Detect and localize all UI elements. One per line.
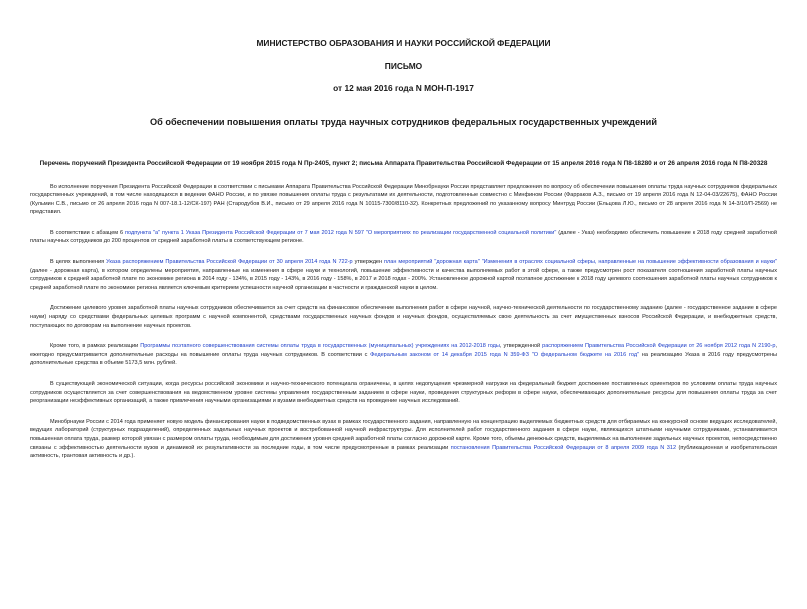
paragraph-5-text-d: на реализацию Указа в 2016 году предусмотрены дополнительные средства в объеме 5173,5 млн. рублей. bbox=[30, 351, 777, 367]
paragraph-2 bbox=[30, 229, 777, 246]
paragraph-5 bbox=[30, 342, 777, 368]
paragraph-7 bbox=[30, 418, 777, 461]
document-date-number: от 12 мая 2016 года N МОН-П-1917 bbox=[333, 83, 474, 93]
link-federal-law-359[interactable]: Федеральным законом от 14 декабря 2015 года N 359-ФЗ "О федеральном бюджете на 2016 год" bbox=[370, 351, 640, 358]
paragraph-1: Во исполнение поручения Президента Российской Федерации в соответствии с письмами Аппарата Правительства Российской Федерации Минобрнауки России представляет предложения по вопросу об обеспечении повышения оплаты труда научных сотрудников федеральных государственных учреждений, в том числе находящихся в ведении ФАНО России, и по увязке повышения оплаты труда с результатами их деятельности, подготовленные совместно с Минфином России (Фарраков А.З., письмо от 19 апреля 2016 года N 12-04-03/22675), ФАНО России (Кульмин С.В., письмо от 26 апреля 2016 года N 007-18.1-12/СК-197) РАН (Стародубов В.И., письмо от 29 апреля 2016 года N 10115-7300/8110-32). Конкретных предложений по указанному вопросу Минтруд России (Ельцова Л.Ю., письмо от 28 апреля 2016 года N 14-3/10/П-2569) не представил. bbox=[30, 183, 777, 216]
paragraph-4: Достижение целевого уровня заработной платы научных сотрудников обеспечивается за счет средств на финансовое обеспечение выполнения работ в сфере научной, научно-технической деятельности по государственному заданию (далее - государственное задание в сфере науки) наряду со средствами федеральных целевых программ с научной компонентой, средствами государственных научных фондов и научных фондов, осуществляемых свою деятельность за счет имущественных взносов Российской Федерации, и внебюджетных средств, поступающих по договорам на выполнение научных проектов. bbox=[30, 305, 777, 329]
link-resolution-312[interactable]: постановления Правительства Российской Федерации от 8 апреля 2009 года N 312 bbox=[450, 444, 677, 451]
link-order-2190-r[interactable]: распоряжением Правительства Российской Федерации от 26 ноября 2012 года N 2190-р bbox=[542, 343, 776, 350]
document-reference: Перечень поручений Президента Российской Федерации от 19 ноября 2015 года N Пр-2405, пункт 2; письма Аппарата Правительства Российской Федерации от 15 апреля 2016 года N П8-18280 и от 26 апреля 2016 года N П8-20328 bbox=[39, 160, 768, 167]
link-order-722-r[interactable]: Указа распоряжением Правительства Российской Федерации от 30 апреля 2014 года N 722-р bbox=[106, 259, 353, 266]
document-title: Об обеспечении повышения оплаты труда научных сотрудников федеральных государственных учреждений bbox=[150, 117, 657, 127]
paragraph-2-text-b: (далее - Указ) необходимо обеспечить повышение к 2018 году средней заработной платы научных сотрудников до 200 процентов от средней заработной платы в соответствующем регионе. bbox=[30, 229, 777, 245]
paragraph-7-text-a: Минобрнауки России с 2014 года применяет новую модель финансирования науки в подведомственных вузах в рамках государственного задания, направленную на концентрацию выделяемых бюджетных средств для отбираемых на конкурсной основе ведущих исследователей, ведущих лабораторий (структурных подразделений), определенных задельных научных проектов и востребованной научной инфраструктуры. Для исполнителей работ государственного задания в сфере науки, являющихся штатными научными сотрудниками, устанавливается повышенная оплата труда, размер которой увязан с размером оплаты труда, необходимым для достижения уровня средней заработной платы согласно дорожной карте. Кроме того, объемы денежных средств, выделяемых на выполнение задельных научных проектов, непосредственно связаны с эффективностью деятельности вузов и динамикой их результативности за последние годы, в том числе предусмотренные в рамках реализации bbox=[30, 418, 777, 451]
paragraph-3-text-c: (далее - дорожная карта), в котором определены мероприятия, направленные на изменения в сфере науки и технологий, повышение эффективности и качества выполняемых работ в этой сфере, а также предусмотрен рост показателя соотношения заработной платы научных сотрудников к средней заработной плате по экономике региона в 2014 году - 134%, в 2015 году - 143%, в 2016 году - 158%, в 2017 и 2018 годах - 200%. Установленное дорожной картой поэтапное достижение к 2018 году целевого соотношения заработной платы научных сотрудников к средней заработной плате по экономике региона является ключевым критерием успешности научной организации в частности и гражданской науки в целом. bbox=[30, 267, 777, 291]
document-type: ПИСЬМО bbox=[384, 61, 423, 71]
ministry-heading: МИНИСТЕРСТВО ОБРАЗОВАНИЯ И НАУКИ РОССИЙСКОЙ ФЕДЕРАЦИИ bbox=[256, 38, 551, 48]
paragraph-3-text-a: В целях выполнения bbox=[50, 259, 107, 266]
document-page bbox=[0, 38, 807, 609]
paragraph-3-text-b: утвержден bbox=[352, 259, 385, 266]
paragraph-5-text-b: , утвержденной bbox=[499, 343, 543, 350]
paragraph-2-text-a: В соответствии с абзацем 6 bbox=[50, 229, 126, 236]
link-roadmap-plan[interactable]: план мероприятий "дорожная карта" "Изменения в отраслях социальной сферы, направленные на повышение эффективности образования и науки" bbox=[384, 259, 777, 266]
link-decree-597[interactable]: подпункта "а" пункта 1 Указа Президента Российской Федерации от 7 мая 2012 года N 597 "О мероприятиях по реализации государственной социальной политики" bbox=[125, 229, 557, 236]
paragraph-5-text-a: Кроме того, в рамках реализации bbox=[50, 343, 141, 350]
paragraph-5-text-c: , ежегодно предусматривается дополнительные расходы на повышение оплаты труда научных сотрудников. В соответствии с bbox=[30, 343, 777, 358]
paragraph-3 bbox=[30, 258, 777, 292]
paragraph-7-text-b: (публикационная и изобретательская активность, грантовая активность и др.). bbox=[30, 444, 777, 460]
link-payment-program[interactable]: Программы поэтапного совершенствования системы оплаты труда в государственных (муниципальных) учреждениях на 2012-2018 годы bbox=[140, 343, 500, 350]
paragraph-6: В существующей экономической ситуации, когда ресурсы российской экономики и научно-технического потенциала ограничены, в целях недопущения чрезмерной нагрузки на федеральный бюджет достижение поставленных ориентиров по условиям оплаты труда научных сотрудников осуществляется за счет совершенствования на ведомственном уровне системы управления государственным заданием в сфере науки, проведения структурных реформ в сфере науки, обеспечивающих дополнительные ресурсы для повышения оплаты труда за счет реорганизации неэффективных организаций, а также привлечения научными организациями и вузами внебюджетных средств на проведение научных исследований. bbox=[30, 381, 777, 405]
